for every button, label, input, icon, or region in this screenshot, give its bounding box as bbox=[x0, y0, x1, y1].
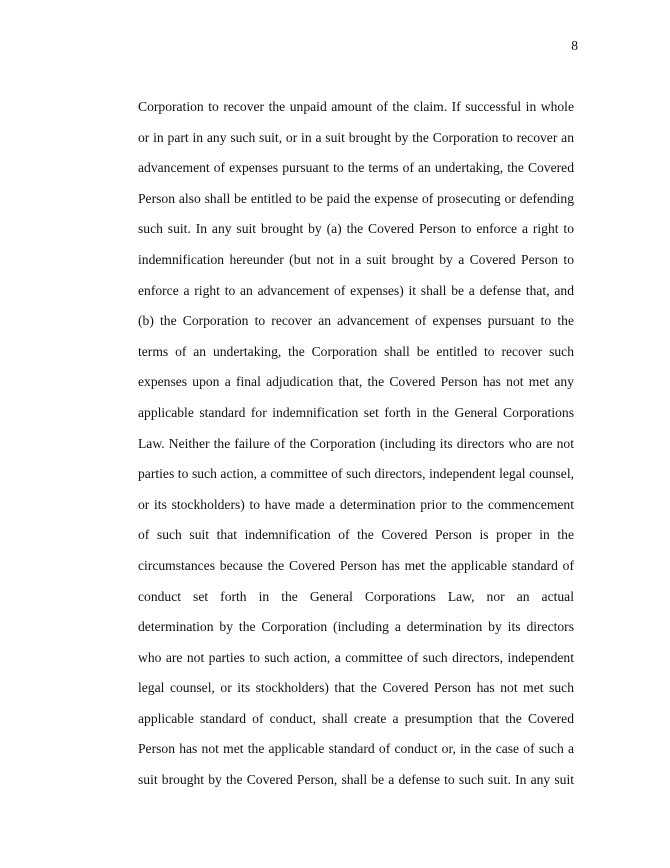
text-line: or its stockholders) to have made a determination prior to the commencement bbox=[138, 496, 574, 512]
text-line: of such suit that indemnification of the Covered Person is proper in the bbox=[138, 527, 574, 543]
text-line: parties to such action, a committee of such directors, independent legal counsel, bbox=[138, 466, 574, 482]
text-line: who are not parties to such action, a committee of such directors, independent bbox=[138, 649, 574, 665]
body-paragraph bbox=[138, 92, 574, 796]
text-line: legal counsel, or its stockholders) that the Covered Person has not met such bbox=[138, 680, 574, 696]
text-line: (b) the Corporation to recover an advancement of expenses pursuant to the bbox=[138, 313, 574, 329]
text-line: terms of an undertaking, the Corporation shall be entitled to recover such bbox=[138, 343, 574, 359]
text-line: Person also shall be entitled to be paid the expense of prosecuting or defending bbox=[138, 190, 574, 206]
text-line: suit brought by the Covered Person, shall be a defense to such suit. In any suit bbox=[138, 772, 574, 788]
text-line: indemnification hereunder (but not in a suit brought by a Covered Person to bbox=[138, 251, 574, 267]
text-line: Law. Neither the failure of the Corporation (including its directors who are not bbox=[138, 435, 574, 451]
text-line: expenses upon a final adjudication that, the Covered Person has not met any bbox=[138, 374, 574, 390]
text-line: conduct set forth in the General Corporations Law, nor an actual bbox=[138, 588, 574, 604]
page-number: 8 bbox=[571, 38, 578, 53]
text-line: such suit. In any suit brought by (a) the Covered Person to enforce a right to bbox=[138, 221, 574, 237]
text-line: determination by the Corporation (including a determination by its directors bbox=[138, 619, 574, 635]
text-line: applicable standard of conduct, shall create a presumption that the Covered bbox=[138, 710, 574, 726]
text-line: or in part in any such suit, or in a suit brought by the Corporation to recover an bbox=[138, 129, 574, 145]
text-line: circumstances because the Covered Person has met the applicable standard of bbox=[138, 557, 574, 573]
text-line: advancement of expenses pursuant to the terms of an undertaking, the Covered bbox=[138, 160, 574, 176]
text-line: enforce a right to an advancement of expenses) it shall be a defense that, and bbox=[138, 282, 574, 298]
text-line: Person has not met the applicable standard of conduct or, in the case of such a bbox=[138, 741, 574, 757]
text-line: Corporation to recover the unpaid amount of the claim. If successful in whole bbox=[138, 99, 574, 114]
text-line: applicable standard for indemnification set forth in the General Corporations bbox=[138, 404, 574, 420]
